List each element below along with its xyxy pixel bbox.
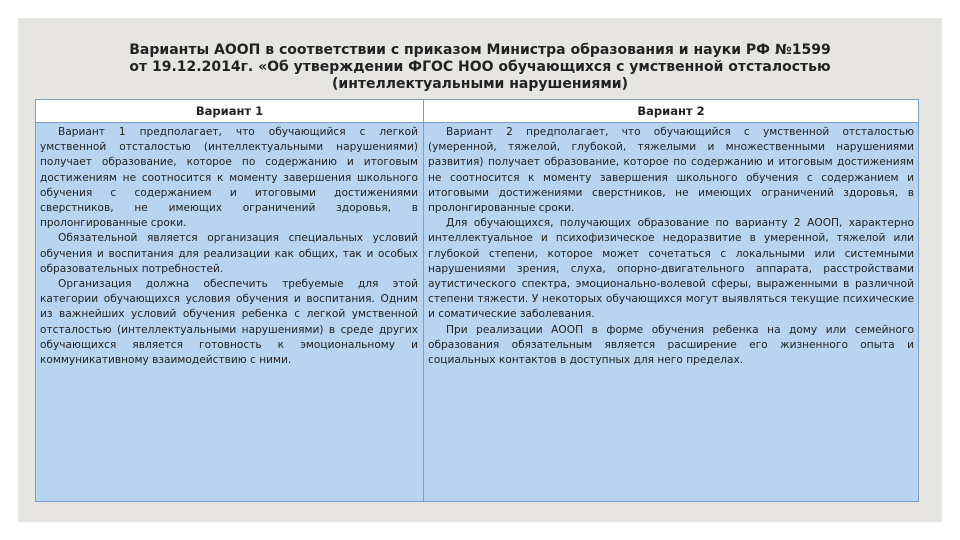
table-body-row: [36, 123, 918, 501]
variants-table: [35, 99, 919, 502]
table-header-row: [36, 100, 918, 123]
variant-2-cell: [428, 125, 914, 368]
title-line-2: от 19.12.2014г. «Об утверждении ФГОС НОО обучающихся с умственной отсталостью: [129, 59, 831, 75]
variant-1-paragraph: Обязательной является организация специальных условий обучения и воспитания для реализации как общих, так и особых образовательных потребностей.: [40, 232, 418, 275]
variant-2-paragraph: При реализации АООП в форме обучения ребенка на дому или семейного образования обязательным является расширение его жизненного опыта и социальных контактов в доступных для него пределах.: [428, 323, 914, 367]
variant-1-paragraph: Организация должна обеспечить требуемые для этой категории обучающихся условия обучения и воспитания. Одним из важнейших условий обучения ребенка с легкой умственной отсталостью (интеллектуальными нарушениями) в среде других обучающихся является готовность к эмоциональному и коммуникативному взаимодействию с ними.: [40, 278, 418, 367]
variant-2-paragraph: Для обучающихся, получающих образование по варианту 2 АООП, характерно интеллектуальное и психофизическое недоразвитие в умеренной, тяжелой или глубокой степени, которое может сочетаться с локальными или системными нарушениями зрения, слуха, опорно-двигательного аппарата, расстройствами аутистического спектра, эмоционально-волевой сферы, выраженными в различной степени тяжести. У некоторых обучающихся могут выявляться текущие психические и соматические заболевания.: [428, 217, 914, 321]
title-line-3: (интеллектуальными нарушениями): [331, 76, 628, 92]
header-variant-1: Вариант 1: [195, 104, 264, 118]
variant-1-paragraph: Вариант 1 предполагает, что обучающийся с легкой умственной отсталостью (интеллектуальными нарушениями) получает образование, которое по содержанию и итоговым достижениям не соотносится к моменту завершения школьного обучения с содержанием и итоговыми достижениями сверстников, не имеющих ограничений здоровья, в пролонгированные сроки.: [40, 126, 418, 230]
title-line-1: Варианты АООП в соответствии с приказом Министра образования и науки РФ №1599: [129, 42, 831, 58]
slide-title: [40, 42, 920, 93]
variant-1-cell: [40, 125, 418, 368]
header-variant-2: Вариант 2: [637, 104, 705, 118]
variant-2-paragraph: Вариант 2 предполагает, что обучающийся с умственной отсталостью (умеренной, тяжелой, глубокой, тяжелыми и множественными нарушениями развития) получает образование, которое по содержанию и итоговым достижениям не соотносится к моменту завершения школьного обучения с содержанием и итоговыми достижениями сверстников, не имеющих ограничений здоровья, в пролонгированные сроки.: [428, 126, 914, 215]
header-column-divider: [423, 100, 424, 122]
body-column-divider: [423, 123, 424, 501]
